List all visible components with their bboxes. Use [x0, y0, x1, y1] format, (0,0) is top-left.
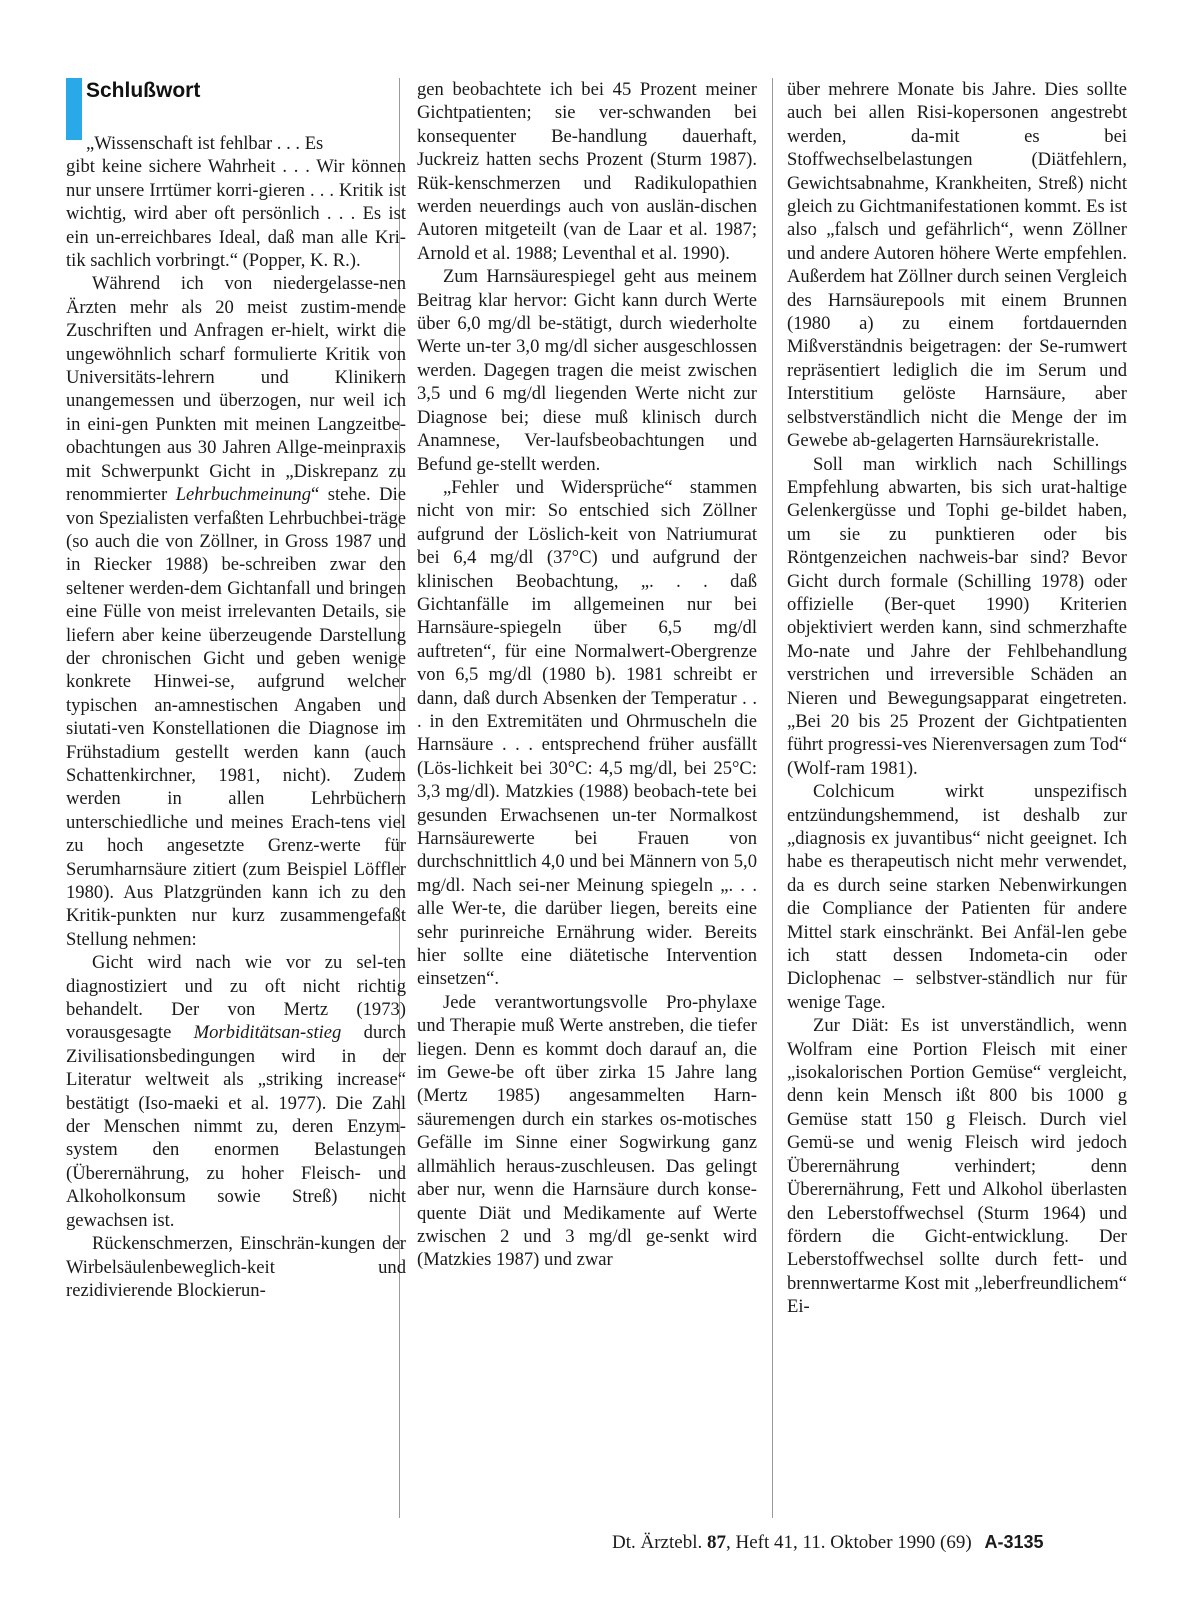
paragraph — [66, 272, 406, 951]
quote-start: „Wissenschaft ist fehlbar . . . Es — [86, 133, 324, 154]
text-column-2 — [417, 78, 757, 1272]
paragraph: Zur Diät: Es ist unverständlich, wenn Wolfram eine Portion Fleisch mit einer „isokalorischen Portion Gemüse“ vergleicht, denn kein Mensch ißt 800 bis 1000 g Gemüse statt 150 g Fleisch. Durch viel Gemü-se und wenig Fleisch wird jedoch Überernährung verhindert; denn Überernährung, Fett und Alkohol überlasten den Leberstoffwechsel (Sturm 1964) und fördern die Gicht-entwicklung. Der Leberstoffwechsel sollte durch fett- und brennwertarme Kost mit „leberfreundlichem“ Ei- — [787, 1015, 1127, 1318]
journal-volume: 87 — [706, 1532, 726, 1553]
page-footer — [612, 1530, 1148, 1555]
text-run: Gicht wird nach wie vor zu sel-ten diagnostiziert und zu oft nicht richtig behandelt. Der von Mertz (1973) vorausgesagte — [66, 952, 406, 1044]
column-divider — [772, 78, 773, 1518]
paragraph: Colchicum wirkt unspezifisch entzündungshemmend, ist deshalb zur „diagnosis ex juvantibus“ nicht geeignet. Ich habe es therapeutisch nicht mehr verwendet, da es durch seine starken Nebenwirkungen die Compliance der Patienten für andere Mittel stark einschränkt. Bei Anfäl-len gebe ich statt dessen Indometa-cin oder Diclophenac – selbstver-ständlich nur für wenige Tage. — [787, 781, 1127, 1013]
paragraph — [66, 132, 406, 155]
text-column-3 — [787, 78, 1127, 1319]
section-marker — [66, 78, 82, 140]
journal-name: Dt. Ärztebl. — [612, 1532, 703, 1553]
emphasis: Lehrbuchmeinung — [175, 484, 312, 506]
issue-info: , Heft 41, 11. Oktober 1990 (69) — [725, 1532, 972, 1553]
paragraph: „Fehler und Widersprüche“ stammen nicht von mir: So entschied sich Zöllner aufgrund der Löslich-keit von Natriumurat bei 6,4 mg/dl (37°C) und aufgrund der klinischen Beobachtung, „. . . daß Gichtanfälle im allgemeinen nur bei Harnsäure-spiegeln über 6,5 mg/dl auftreten“, für eine Normalwert-Obergrenze von 6,5 mg/dl (1980 b). 1981 schreibt er dann, daß durch Absenken der Temperatur . . . in den Extremitäten und Ohrmuscheln die Harnsäure . . . entsprechend früher ausfällt (Lös-lichkeit bei 30°C: 4,5 mg/dl, bei 25°C: 3,3 mg/dl). Matzkies (1988) beobach-tete bei gesunden Erwachsenen un-ter Normalkost Harnsäurewerte bei Frauen von durchschnittlich 4,0 und bei Männern von 5,0 mg/dl. Nach sei-ner Meinung spiegeln „. . . alle Wer-te, die darüber liegen, bereits eine sehr purinreiche Ernährung wider. Bereits hier sollte eine diätetische Intervention einsetzen“. — [417, 476, 757, 990]
paragraph — [66, 951, 406, 1232]
text-column-1 — [66, 78, 406, 1302]
emphasis: Morbiditätsan-stieg — [193, 1022, 342, 1044]
paragraph: über mehrere Monate bis Jahre. Dies sollte auch bei allen Risi-kopersonen angestrebt werden, da-mit es bei Stoffwechselbelastungen (Diätfehlern, Gewichtsabnahme, Krankheiten, Streß) nicht gleich zu Gichtmanifestationen kommt. Es ist also „falsch und gefährlich“, wenn Zöllner und andere Autoren höhere Werte empfehlen. Außerdem hat Zöllner durch seinen Vergleich des Harnsäurepools mit einem Brunnen (1980 a) zu einem fortdauernden Mißverständnis beigetragen: der Se-rumwert repräsentiert lediglich die im Serum und Interstitium gelöste Harnsäure, aber selbstverständlich nicht die Menge der im Gewebe ab-gelagerten Harnsäurekristalle. — [787, 79, 1127, 452]
text-run: durch Zivilisationsbedingungen wird in der Literatur weltweit als „striking increase“ bestätigt (Iso-maeki et al. 1977). Die Zahl der Menschen nimmt zu, deren Enzym-system den enormen Belastungen (Überernährung, zu hoher Fleisch- und Alkoholkonsum sowie Streß) nicht gewachsen ist. — [66, 1022, 406, 1231]
paragraph: Rückenschmerzen, Einschrän-kungen der Wirbelsäulenbeweglich-keit und rezidivierende Blockierun- — [66, 1233, 406, 1301]
text-run: “ stehe. Die von Spezialisten verfaßten Lehrbuchbei-träge (so auch die von Zöllner, in Gross 1987 und in Riecker 1988) be-schreiben zwar den seltener werden-dem Gichtanfall und bringen eine Fülle von meist irrelevanten Details, sie liefern aber keine überzeugende Darstellung der chronischen Gicht und geben wenige konkrete Hinwei-se, aufgrund welcher typischen an-amnestischen Angaben und siutati-ven Konstellationen die Diagnose im Frühstadium gestellt werden kann (auch Schattenkirchner, 1981, nicht). Zudem werden in allen Lehrbüchern unterschiedliche und meines Erach-tens viel zu hoch angesetzte Grenz-werte für Serumharnsäure zitiert (zum Beispiel Löffler 1980). Aus Platzgründen kann ich zu den Kritik-punkten nur kurz zusammengefaßt Stellung nehmen: — [66, 484, 406, 950]
heading-row — [66, 78, 406, 132]
page-number: A-3135 — [984, 1532, 1044, 1552]
paragraph: Soll man wirklich nach Schillings Empfehlung abwarten, bis sich urat-haltige Gelenkergüsse und Tophi ge-bildet haben, um sie zu punktieren oder bis Röntgenzeichen nachweis-bar sind? Bevor Gicht durch formale (Schilling 1978) oder offizielle (Ber-quet 1990) Kriterien objektiviert werden kann, sind schmerzhafte Mo-nate und Jahre der Fehlbehandlung verstrichen und irreversible Schäden an Nieren und Bewegungsapparat eingetreten. „Bei 20 bis 25 Prozent der Gichtpatienten führt progressi-ves Nierenversagen zum Tod“ (Wolf-ram 1981). — [787, 453, 1127, 779]
paragraph: gen beobachtete ich bei 45 Prozent meiner Gichtpatienten; sie ver-schwanden bei konsequenter Be-handlung dauerhaft, Juckreiz hatten sechs Prozent (Sturm 1987). Rük-kenschmerzen und Radikulopathien werden neuerdings auch von auslän-dischen Autoren mitgeteilt (van de Laar et al. 1987; Arnold et al. 1988; Leventhal et al. 1990). — [417, 79, 757, 264]
paragraph: Jede verantwortungsvolle Pro-phylaxe und Therapie muß Werte anstreben, die tiefer liegen. Denn es kommt doch darauf an, die im Gewe-be oft über zirka 15 Jahre lang (Mertz 1985) angesammelten Harn-säuremengen durch ein starkes os-motisches Gefälle im Sinne einer Sogwirkung ganz allmählich heraus-zuschleusen. Das gelingt aber nur, wenn die Harnsäure durch konse-quente Diät und Medikamente auf Werte zwischen 2 und 3 mg/dl ge-senkt wird (Matzkies 1987) und zwar — [417, 991, 757, 1271]
paragraph: gibt keine sichere Wahrheit . . . Wir können nur unsere Irrtümer korri-gieren . . . Kritik ist wichtig, wird aber oft persönlich . . . Es ist ein un-erreichbares Ideal, daß man alle Kri-tik sachlich vorbringt.“ (Popper, K. R.). — [66, 156, 406, 272]
paragraph: Zum Harnsäurespiegel geht aus meinem Beitrag klar hervor: Gicht kann durch Werte über 6,0 mg/dl be-stätigt, durch wiederholte Werte un-ter 3,0 mg/dl sicher ausgeschlossen werden. Dagegen tragen die meist zwischen 3,5 und 6 mg/dl liegenden Werte nicht zur Diagnose bei; diese muß klinisch durch Anamnese, Ver-laufsbeobachtungen und Befund ge-stellt werden. — [417, 266, 757, 475]
article-heading: Schlußwort — [86, 79, 201, 102]
text-run: Während ich von niedergelasse-nen Ärzten mehr als 20 meist zustim-mende Zuschriften und Anfragen er-hielt, wirkt die ungewöhnlich scharf formulierte Kritik von Universitäts-lehrern und Klinikern unangemessen und überzogen, nur weil ich in eini-gen Punkten mit meinen Langzeitbe-obachtungen aus 30 Jahren Allge-meinpraxis mit Schwerpunkt Gicht in „Diskrepanz zu renommierter — [66, 273, 406, 506]
